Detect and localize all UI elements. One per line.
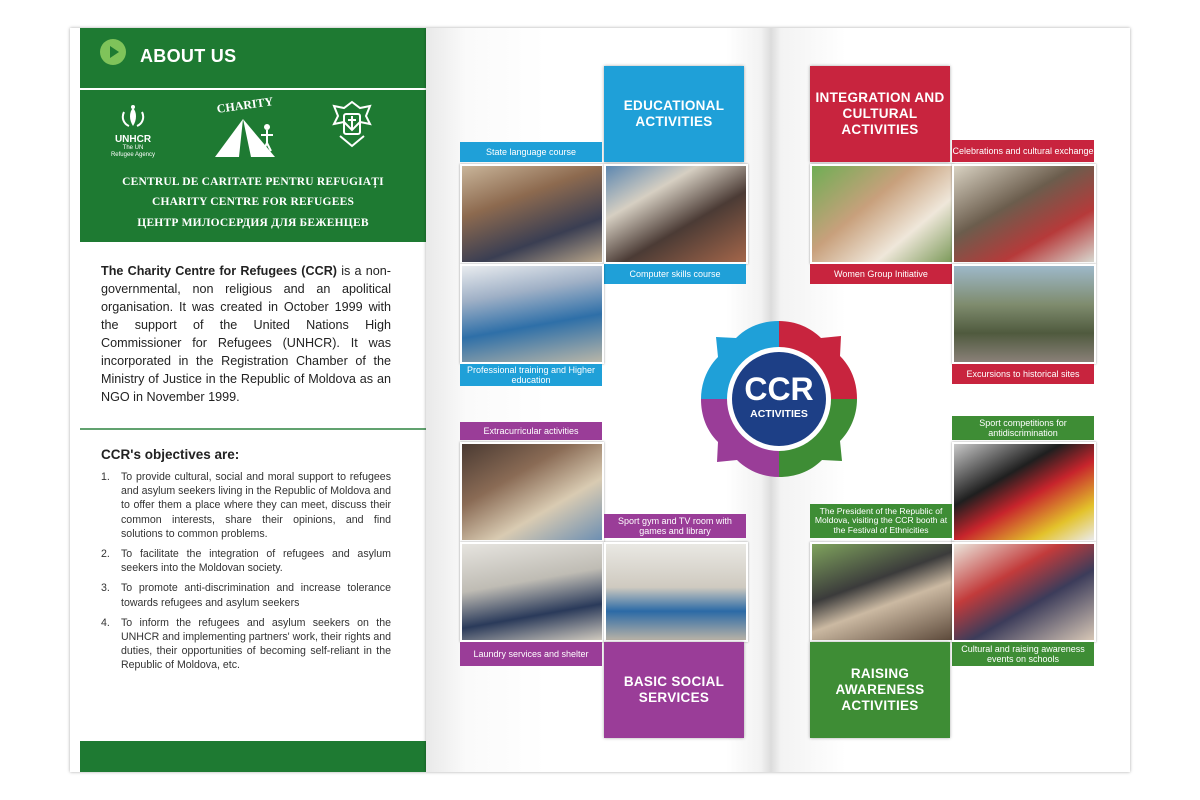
- intro-bold-lead: The Charity Centre for Refugees (CCR): [101, 264, 337, 278]
- about-header-bar: [80, 28, 426, 88]
- photo-school-events: [952, 542, 1096, 642]
- org-name-russian: ЦЕНТР МИЛОСЕРДИЯ ДЛЯ БЕЖЕНЦЕВ: [137, 217, 369, 229]
- caption-women-group: Women Group Initiative: [810, 264, 952, 284]
- caption-sport-gym: Sport gym and TV room with games and library: [604, 514, 746, 538]
- caption-excursions: Excursions to historical sites: [952, 364, 1094, 384]
- caption-celebrations: Celebrations and cultural exchange: [952, 140, 1094, 162]
- item-number: 4.: [101, 616, 110, 629]
- play-arrow-icon: [100, 39, 126, 65]
- caption-president-visit: The President of the Republic of Moldova, visiting the CCR booth at the Festival of Ethnicities: [810, 504, 952, 538]
- unhcr-logo: [108, 104, 158, 159]
- caption-computer-skills: Computer skills course: [604, 264, 746, 284]
- photo-sport-competitions: [952, 442, 1096, 542]
- item-number: 3.: [101, 582, 110, 595]
- unhcr-emblem-icon: [108, 104, 158, 134]
- about-title: ABOUT US: [140, 46, 237, 66]
- photo-excursions: [952, 264, 1096, 364]
- caption-sport-competitions: Sport competitions for antidiscrimination: [952, 416, 1094, 440]
- organisation-banner: [80, 90, 426, 242]
- charity-logo: [205, 94, 285, 166]
- left-page: [70, 28, 426, 772]
- activities-spread: [426, 28, 1130, 772]
- unhcr-sub1: The UN: [122, 145, 144, 151]
- item-number: 2.: [101, 548, 110, 561]
- charity-word: CHARITY: [215, 94, 274, 116]
- item-text: To promote anti-discrimination and increase tolerance towards refugees and asylum seekers: [121, 582, 391, 609]
- intro-paragraph: [101, 262, 391, 406]
- ccr-subtitle: ACTIVITIES: [750, 408, 808, 420]
- ccr-activities-emblem: [696, 316, 862, 482]
- photo-extracurricular: [460, 442, 604, 542]
- list-item: [101, 470, 391, 541]
- photo-president-visit: [810, 542, 954, 642]
- photo-women-group: [810, 164, 954, 264]
- org-name-romanian: CENTRUL DE CARITATE PENTRU REFUGIAȚI: [122, 176, 384, 188]
- basic-social-services-tile: BASIC SOCIAL SERVICES: [604, 642, 744, 738]
- moldova-crest-logo: [330, 100, 374, 150]
- photo-sport-gym: [604, 542, 748, 642]
- educational-activities-tile: EDUCATIONAL ACTIVITIES: [604, 66, 744, 162]
- coat-of-arms-icon: [330, 100, 374, 150]
- photo-celebrations: [952, 164, 1096, 264]
- integration-cultural-tile: INTEGRATION AND CULTURAL ACTIVITIES: [810, 66, 950, 162]
- list-item: [101, 616, 391, 673]
- list-item: [101, 547, 391, 575]
- item-text: To inform the refugees and asylum seekers on the UNHCR and implementing partners' work, their rights and duties, their opportunities of becoming self-reliant in the Republic of Moldova, etc.: [121, 616, 391, 672]
- caption-school-events: Cultural and raising awareness events on schools: [952, 642, 1094, 666]
- unhcr-sub2: Refugee Agency: [110, 152, 156, 158]
- intro-text: is a non-governmental, non religious and an apolitical organisation. It was created in October 1999 with the support of the United Nations High Commissioner for Refugees (UNHCR). It was incorporated in the Registration Chamber of the Ministry of Justice in the Republic of Moldova as an NGO in November 1999.: [101, 264, 391, 404]
- list-item: [101, 581, 391, 609]
- ccr-title: CCR: [744, 371, 814, 407]
- unhcr-name: UNHCR: [114, 134, 152, 145]
- caption-professional-training: Professional training and Higher education: [460, 364, 602, 386]
- item-text: To facilitate the integration of refugees and asylum seekers into the Moldovan society.: [121, 548, 391, 575]
- photo-laundry: [460, 542, 604, 642]
- photo-professional-training: [460, 264, 604, 364]
- objectives-list: [101, 470, 391, 679]
- section-divider: [80, 428, 426, 430]
- tent-icon: [205, 113, 285, 161]
- org-name-english: CHARITY CENTRE FOR REFUGEES: [151, 196, 355, 208]
- raising-awareness-tile: RAISING AWARENESS ACTIVITIES: [810, 642, 950, 738]
- item-text: To provide cultural, social and moral support to refugees and asylum seekers living in the Republic of Moldova and to offer them a place where they can meet, discuss their common interests, share their opinions, and find solutions to common problems.: [121, 471, 391, 540]
- caption-state-language: State language course: [460, 142, 602, 162]
- caption-extracurricular: Extracurricular activities: [460, 422, 602, 440]
- photo-state-language-course: [460, 164, 604, 264]
- photo-computer-skills: [604, 164, 748, 264]
- objectives-title: CCR's objectives are:: [101, 447, 240, 462]
- footer-bar: [80, 741, 426, 772]
- caption-laundry: Laundry services and shelter: [460, 642, 602, 666]
- item-number: 1.: [101, 471, 110, 483]
